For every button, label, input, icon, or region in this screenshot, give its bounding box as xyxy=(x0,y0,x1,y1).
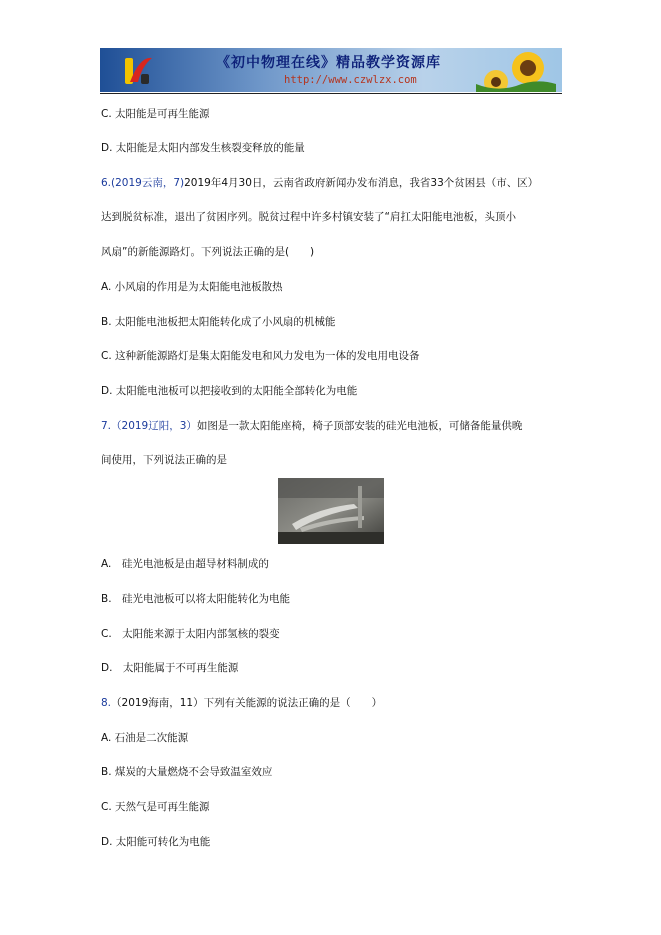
option-c-q7: C. 太阳能来源于太阳内部氢核的裂变 xyxy=(101,628,280,640)
site-logo-icon xyxy=(122,52,156,88)
option-a-q8: A. 石油是二次能源 xyxy=(101,732,189,744)
option-c-q6: C. 这种新能源路灯是集太阳能发电和风力发电为一体的发电用电设备 xyxy=(101,350,420,362)
question-7-line-1: 7.（2019辽阳，3）如图是一款太阳能座椅，椅子顶部安装的硅光电池板，可储备能量供晚 xyxy=(101,420,523,432)
option-d-q5: D. 太阳能是太阳内部发生核裂变释放的能量 xyxy=(101,142,305,154)
header-rule xyxy=(100,93,562,94)
sunflower-icon xyxy=(476,48,556,92)
question-6-line-1: 6.(2019云南，7)2019年4月30日，云南省政府新闻办发布消息，我省33个贫困县（市、区） xyxy=(101,177,539,189)
option-d-q8: D. 太阳能可转化为电能 xyxy=(101,836,211,848)
question-8-tag: 8. xyxy=(101,697,112,709)
option-b-q6: B. 太阳能电池板把太阳能转化成了小风扇的机械能 xyxy=(101,316,336,328)
question-8-line-1: 8.（2019海南，11）下列有关能源的说法正确的是（ ） xyxy=(101,697,383,709)
option-c-q8: C. 天然气是可再生能源 xyxy=(101,801,210,813)
question-7-tag: 7.（2019辽阳，3） xyxy=(101,420,197,432)
header-url[interactable]: http://www.czwlzx.com xyxy=(284,74,417,86)
option-d-q7: D. 太阳能属于不可再生能源 xyxy=(101,662,239,674)
header-banner xyxy=(100,48,562,92)
question-6-line-3: 风扇”的新能源路灯。下列说法正确的是( ) xyxy=(101,246,315,258)
header-title: 《初中物理在线》精品教学资源库 xyxy=(216,55,441,71)
question-7-line-2: 间使用，下列说法正确的是 xyxy=(101,454,227,466)
solar-bench-photo xyxy=(278,478,384,544)
option-a-q6: A. 小风扇的作用是为太阳能电池板散热 xyxy=(101,281,283,293)
question-6-tag: 6.(2019云南，7) xyxy=(101,177,185,189)
option-b-q7: B. 硅光电池板可以将太阳能转化为电能 xyxy=(101,593,291,605)
option-a-q7: A. 硅光电池板是由超导材料制成的 xyxy=(101,558,269,570)
option-d-q6: D. 太阳能电池板可以把接收到的太阳能全部转化为电能 xyxy=(101,385,358,397)
option-c-q5: C. 太阳能是可再生能源 xyxy=(101,108,210,120)
question-6-line-2: 达到脱贫标准，退出了贫困序列。脱贫过程中许多村镇安装了“肩扛太阳能电池板，头顶小 xyxy=(101,211,516,223)
option-b-q8: B. 煤炭的大量燃烧不会导致温室效应 xyxy=(101,766,273,778)
